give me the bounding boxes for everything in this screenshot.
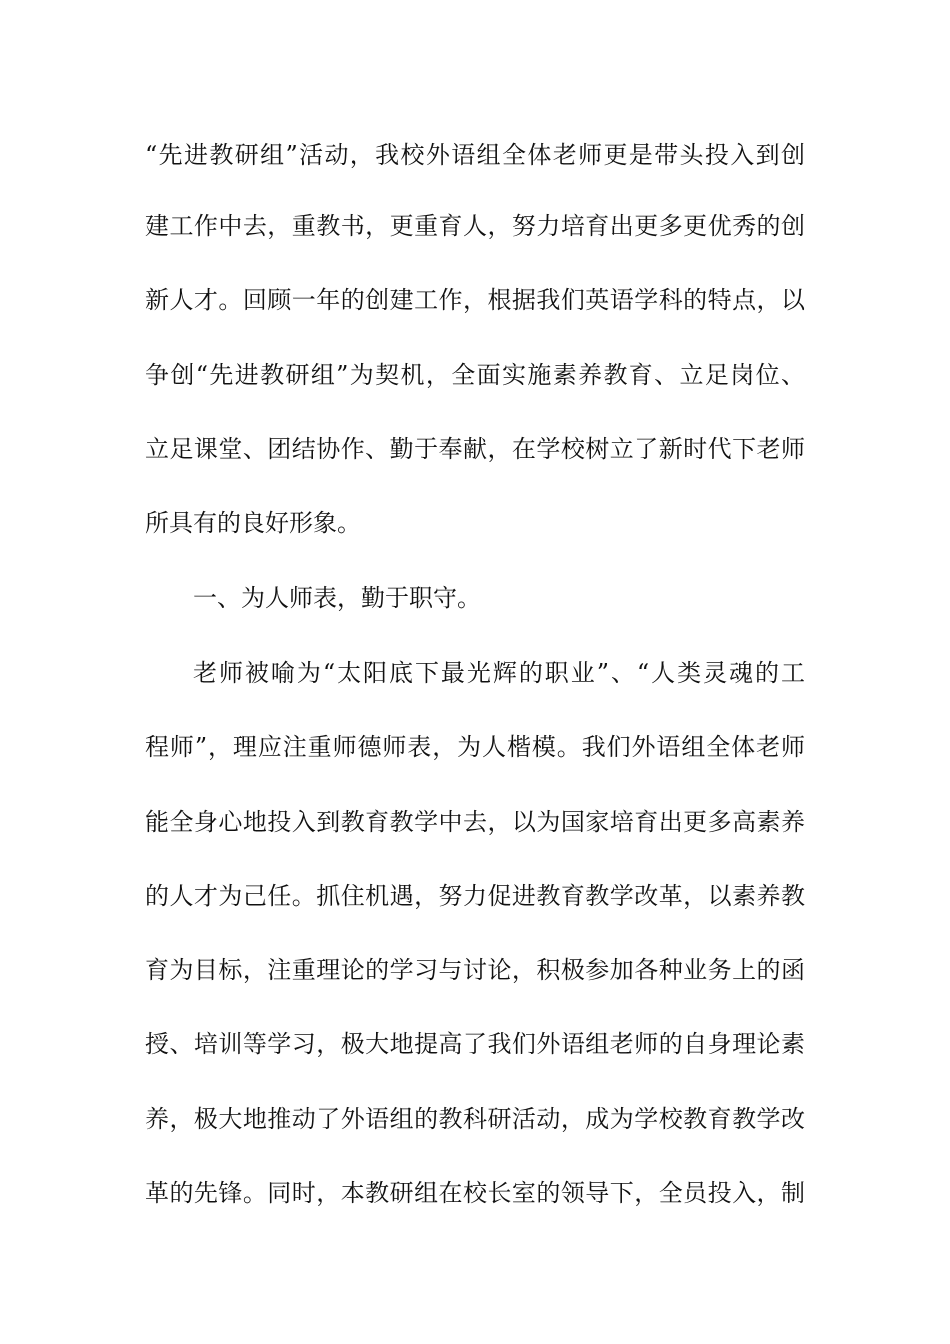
paragraph-2-line-5: 育为目标，注重理论的学习与讨论，积极参加各种业务上的函 bbox=[145, 956, 805, 984]
paragraph-1-line-5: 立足课堂、团结协作、勤于奉献，在学校树立了新时代下老师 bbox=[145, 435, 805, 463]
paragraph-2-line-2: 程师”，理应注重师德师表，为人楷模。我们外语组全体老师 bbox=[145, 733, 805, 761]
paragraph-2-line-4: 的人才为己任。抓住机遇，努力促进教育教学改革，以素养教 bbox=[145, 882, 805, 910]
paragraph-1-line-1: “先进教研组”活动，我校外语组全体老师更是带头投入到创 bbox=[145, 141, 805, 169]
section-heading: 一、为人师表，勤于职守。 bbox=[193, 584, 481, 612]
paragraph-2-line-6: 授、培训等学习，极大地提高了我们外语组老师的自身理论素 bbox=[145, 1030, 805, 1058]
paragraph-1-line-6: 所具有的良好形象。 bbox=[145, 509, 361, 537]
paragraph-2-line-7: 养，极大地推动了外语组的教科研活动，成为学校教育教学改 bbox=[145, 1105, 805, 1133]
paragraph-1-line-2: 建工作中去，重教书，更重育人，努力培育出更多更优秀的创 bbox=[145, 212, 805, 240]
paragraph-1-line-4: 争创“先进教研组”为契机，全面实施素养教育、立足岗位、 bbox=[145, 361, 805, 389]
paragraph-2-line-3: 能全身心地投入到教育教学中去，以为国家培育出更多高素养 bbox=[145, 808, 805, 836]
paragraph-1-line-3: 新人才。回顾一年的创建工作，根据我们英语学科的特点，以 bbox=[145, 286, 805, 314]
paragraph-2-line-1: 老师被喻为“太阳底下最光辉的职业”、“人类灵魂的工 bbox=[193, 659, 805, 687]
paragraph-2-line-8: 革的先锋。同时，本教研组在校长室的领导下，全员投入，制 bbox=[145, 1179, 805, 1207]
